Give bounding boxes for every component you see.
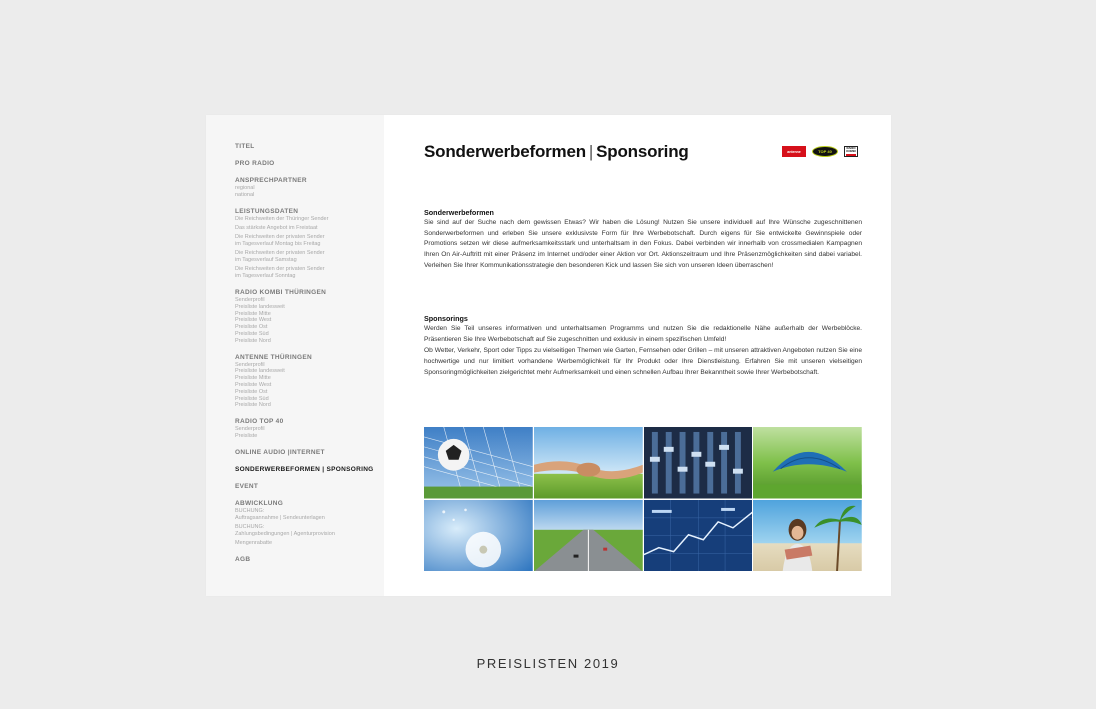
section-heading: Sponsorings bbox=[424, 314, 468, 323]
sidebar-item[interactable]: Senderprofil bbox=[235, 296, 265, 303]
sidebar-item[interactable]: Preisliste West bbox=[235, 317, 272, 324]
main-content bbox=[384, 115, 891, 596]
sidebar-section-title[interactable]: ONLINE AUDIO |INTERNET bbox=[235, 448, 325, 456]
sidebar-item[interactable]: regional bbox=[235, 185, 255, 191]
sidebar-item[interactable]: Preisliste Nord bbox=[235, 337, 271, 344]
sidebar-item[interactable]: BUCHUNG: Zahlungsbedingungen | Agenturprovision bbox=[235, 523, 335, 537]
page-title-left: Sonderwerbeformen bbox=[424, 142, 586, 161]
sidebar-section bbox=[235, 160, 384, 168]
section-body: Werden Sie Teil unseres informativen und unterhaltsamen Programms und nutzen Sie die redaktionelle Nähe außerhalb der Werbeblöcke. Präsentieren Sie Ihre Werbebotschaft auf Sie zugeschnitten und exklusiv in einem spezifischen Umfeld! bbox=[424, 325, 862, 343]
sidebar-section-title[interactable]: RADIO TOP 40 bbox=[235, 418, 284, 426]
sidebar-item[interactable]: Die Reichweiten der privaten Sender im Tagesverlauf Sonntag bbox=[235, 266, 325, 280]
sidebar-section-title[interactable]: ABWICKLUNG bbox=[235, 499, 284, 507]
sidebar-section-title[interactable]: EVENT bbox=[235, 482, 259, 490]
sidebar-section-title[interactable]: LEISTUNGSDATEN bbox=[235, 207, 299, 215]
handshake-photo bbox=[534, 427, 643, 499]
sidebar-section-title[interactable]: AGB bbox=[235, 555, 251, 563]
sidebar-section-title[interactable]: SONDERWERBEFORMEN | SPONSORING bbox=[235, 465, 374, 473]
sidebar-item[interactable]: Preisliste Süd bbox=[235, 395, 269, 402]
section-sonderwerbeformen bbox=[424, 208, 862, 272]
sidebar-item[interactable]: national bbox=[235, 191, 255, 198]
sidebar-item[interactable]: Preisliste Mitte bbox=[235, 375, 271, 382]
sidebar-item[interactable]: Die Reichweiten der privaten Sender im Tagesverlauf Samstag bbox=[235, 250, 325, 264]
sidebar-item[interactable]: Die Reichweiten der Thüringer Sender bbox=[235, 215, 329, 222]
sidebar-item[interactable]: Preisliste bbox=[235, 432, 258, 439]
mixing-console-photo bbox=[644, 427, 753, 499]
section-heading: Sonderwerbeformen bbox=[424, 208, 494, 217]
sidebar-item[interactable]: Das stärkste Angebot im Freistaat bbox=[235, 224, 318, 231]
section-sponsorings bbox=[424, 314, 862, 379]
sidebar-section-title[interactable]: ANSPRECHPARTNER bbox=[235, 177, 307, 184]
sidebar-section bbox=[235, 466, 384, 474]
sidebar-section-title[interactable]: RADIO KOMBI THÜRINGEN bbox=[235, 288, 327, 296]
sidebar-section bbox=[235, 449, 384, 457]
woman-money-beach-photo bbox=[753, 500, 862, 572]
sidebar-section bbox=[235, 418, 384, 440]
umbrella-photo bbox=[753, 427, 862, 499]
section-body: Sie sind auf der Suche nach dem gewissen Etwas? Wir haben die Lösung! Nutzen Sie unsere individuell auf Ihre Wünsche zugeschnittenen Sonderwerbeformen und erleben Sie unsere exklusivste Form für Ihre Werbebotschaft. Durch eigens für Sie entwickelte Gewinnspiele oder Promotions setzen wir diese aufmerksamkeitsstark und unterhaltsam in den Fokus. Dabei verbinden wir innerhalb von crossmedialen Kampagnen Ihren On Air-Auftritt mit einer Präsenz im Internet und/oder einer Aktion vor Ort. Aktionszeitraum und Ihre Präsenzmöglichkeiten sind dabei variabel. Verleihen Sie Ihrer Kommunikationsstrategie den besonderen Kick und lassen Sie sich von unseren Ideen überraschen! bbox=[424, 219, 862, 269]
antenne-logo: antenne bbox=[782, 146, 806, 157]
sidebar-section bbox=[235, 208, 384, 280]
radio-kombi-logo: RADIO KOMBI bbox=[844, 146, 858, 157]
sidebar-section bbox=[235, 354, 384, 410]
sidebar-section bbox=[235, 483, 384, 491]
soccer-ball-photo bbox=[424, 427, 533, 499]
page-title-right: Sponsoring bbox=[596, 142, 689, 161]
page-title bbox=[424, 142, 689, 162]
sidebar-item[interactable]: Preisliste landesweit bbox=[235, 368, 285, 375]
stock-chart-photo bbox=[644, 500, 753, 572]
sidebar-section bbox=[235, 556, 384, 564]
dandelion-photo bbox=[424, 500, 533, 572]
footer-caption: PREISLISTEN 2019 bbox=[476, 656, 620, 671]
sidebar-nav bbox=[206, 115, 384, 596]
sidebar-item[interactable]: Senderprofil bbox=[235, 361, 265, 368]
sidebar-item[interactable]: Mengenrabatte bbox=[235, 539, 272, 546]
sidebar-section-title[interactable]: PRO RADIO bbox=[235, 160, 275, 167]
sidebar-section bbox=[235, 177, 384, 199]
photo-grid bbox=[424, 427, 862, 571]
station-logos bbox=[782, 146, 858, 157]
page-title-separator: | bbox=[588, 142, 594, 161]
section-body: Ob Wetter, Verkehr, Sport oder Tipps zu vielseitigen Themen wie Garten, Fernsehen oder Grillen – mit unseren attraktiven Angeboten nutzen Sie eine hochwertige und nur limitiert vorhandene Werbemöglichkeit für Ihr Produkt oder Ihre Dienstleistung. Erfahren Sie mit unseren vielseitigen Sponsoringmöglichkeiten zielgerichtet mehr Aufmerksamkeit und einen schnellen Aufbau Ihrer Bekanntheit sowie Ihrer Werbebotschaft. bbox=[424, 347, 862, 376]
sidebar-item[interactable]: Preisliste West bbox=[235, 381, 272, 388]
sidebar-section-title[interactable]: TITEL bbox=[235, 143, 255, 150]
sidebar-item[interactable]: Preisliste Ost bbox=[235, 324, 268, 331]
sidebar-section bbox=[235, 143, 384, 151]
sidebar-section-title[interactable]: ANTENNE THÜRINGEN bbox=[235, 353, 312, 361]
sidebar-section bbox=[235, 289, 384, 345]
sidebar-item[interactable]: Preisliste Süd bbox=[235, 330, 269, 337]
sidebar-item[interactable]: Preisliste Mitte bbox=[235, 310, 271, 317]
sidebar-item[interactable]: Preisliste Nord bbox=[235, 402, 271, 409]
sidebar-item[interactable]: Senderprofil bbox=[235, 426, 265, 433]
top40-logo: TOP 40 bbox=[812, 146, 838, 157]
sidebar-item[interactable]: Preisliste Ost bbox=[235, 388, 268, 395]
sidebar-item[interactable]: Preisliste landesweit bbox=[235, 303, 285, 310]
sidebar-item[interactable]: Die Reichweiten der privaten Sender im Tagesverlauf Montag bis Freitag bbox=[235, 234, 325, 247]
brochure-page bbox=[206, 115, 891, 596]
sidebar-section bbox=[235, 500, 384, 547]
highway-photo bbox=[534, 500, 643, 572]
sidebar-item[interactable]: BUCHUNG: Auftragsannahme | Sendeunterlagen bbox=[235, 507, 325, 521]
